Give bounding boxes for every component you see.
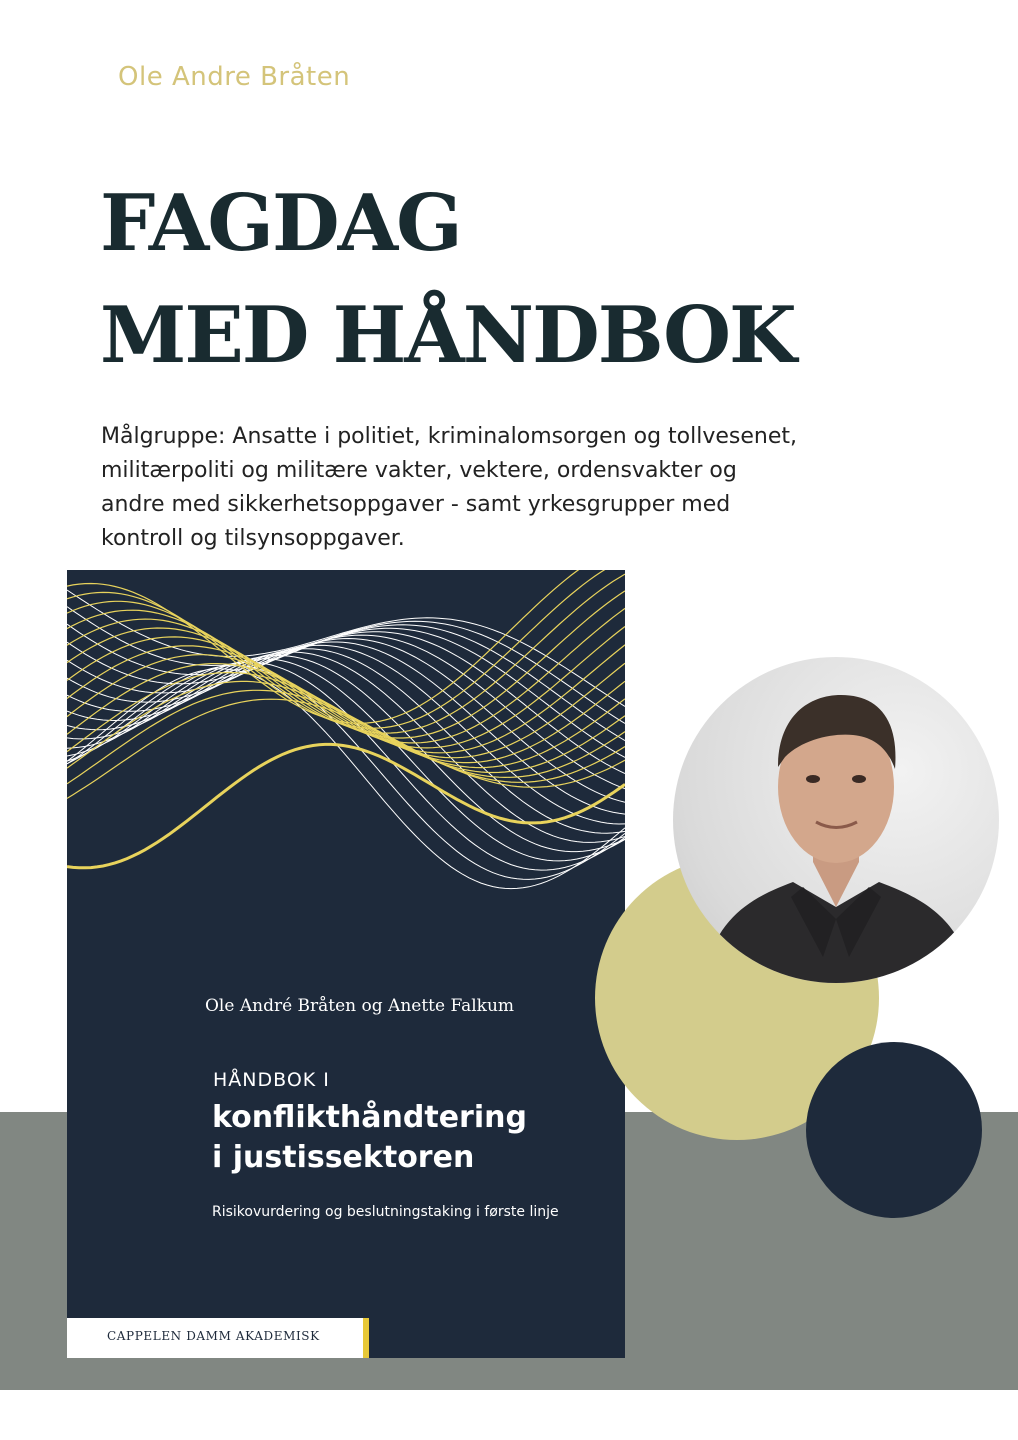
wave-line-white [67, 645, 625, 824]
publisher-name: CAPPELEN DAMM AKADEMISK [107, 1329, 320, 1343]
book-pretitle: HÅNDBOK I [213, 1069, 330, 1091]
wave-line-white [67, 662, 625, 870]
title-line-1: FAGDAG [100, 178, 461, 269]
wave-pattern-graphic [67, 570, 625, 930]
page-title [100, 168, 795, 392]
book-authors: Ole André Bråten og Anette Falkum [205, 996, 515, 1016]
book-title-line-1: konflikthåndtering [212, 1100, 527, 1135]
wave-line-yellow [67, 627, 625, 748]
author-photo [673, 657, 999, 983]
title-line-2: MED HÅNDBOK [100, 290, 795, 381]
person-portrait-icon [673, 657, 999, 983]
book-title [212, 1098, 527, 1178]
decorative-circle-navy [806, 1042, 982, 1218]
wave-line-yellow [67, 570, 625, 728]
target-group-description: Målgruppe: Ansatte i politiet, kriminalomsorgen og tollvesenet, militærpoliti og militære vakter, vektere, ordensvakter og andre med sikkerhetsoppgaver - samt yrkesgrupper med kontroll og tilsynsoppgaver. [101, 424, 798, 551]
wave-line-yellow-thick [67, 744, 625, 867]
book-cover [67, 570, 625, 1358]
author-name: Ole Andre Bråten [118, 62, 351, 92]
publisher-strip [67, 1318, 369, 1358]
book-subtitle: Risikovurdering og beslutningstaking i første linje [212, 1204, 559, 1220]
book-title-line-2: i justissektoren [212, 1140, 475, 1175]
